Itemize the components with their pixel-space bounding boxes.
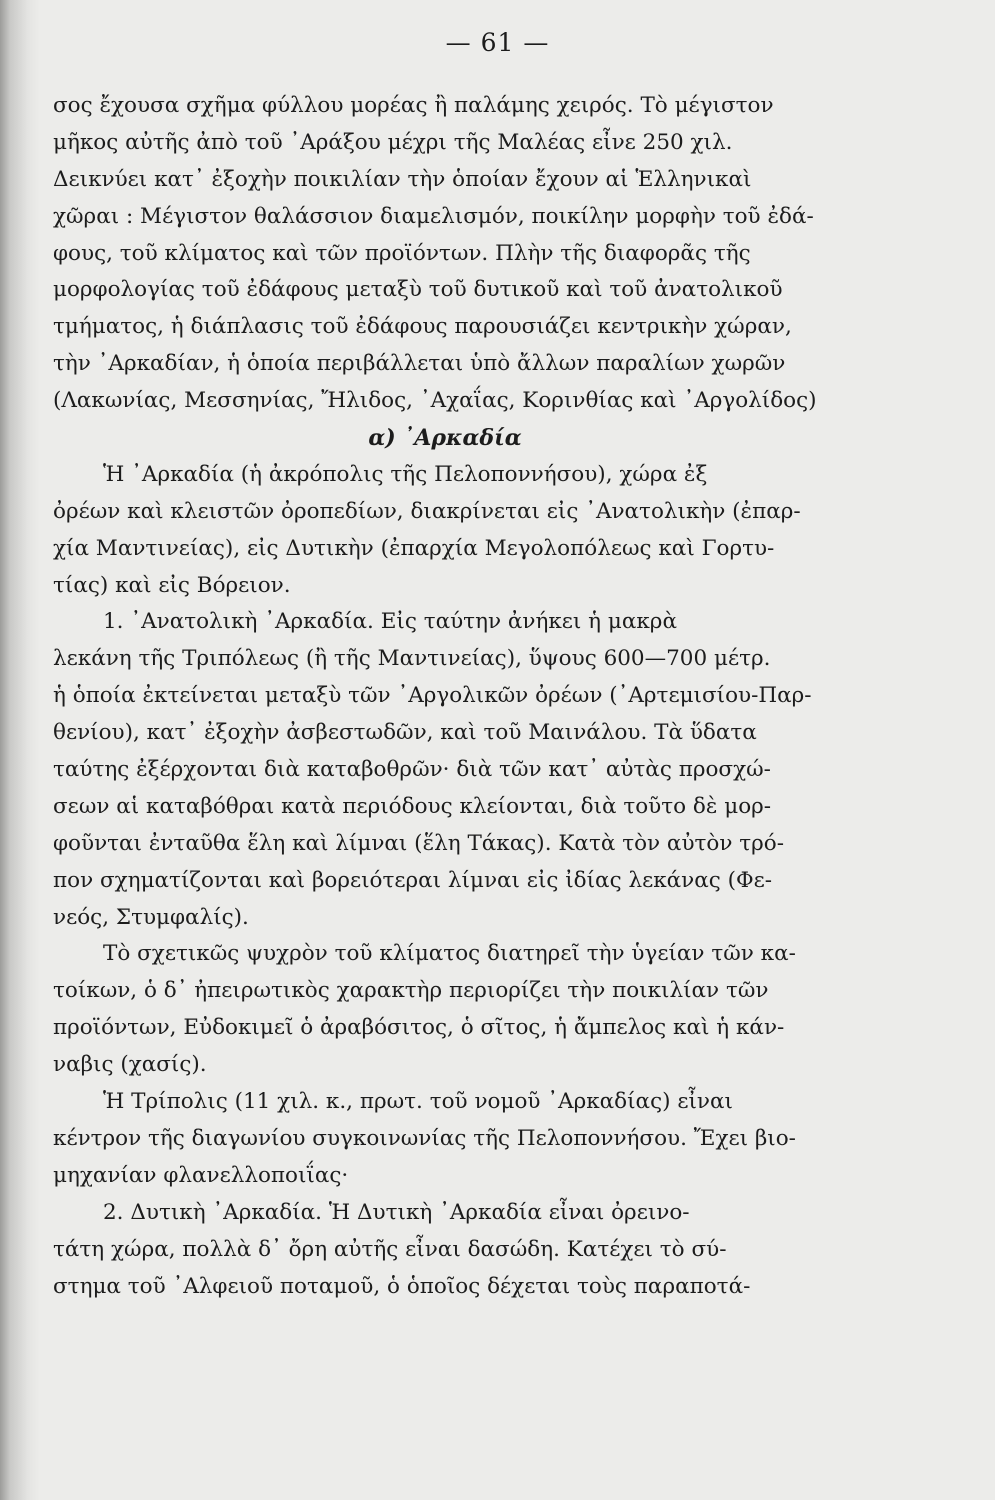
text-line-30: μηχανίαν φλανελλοποιΐας·	[53, 1162, 349, 1188]
text-line-21: φοῦνται ἐνταῦθα ἕλη καὶ λίμναι (ἕλη Τάκας). Κατὰ τὸν αὐτὸν τρό-	[53, 830, 785, 856]
text-line-8: τὴν ᾿Αρκαδίαν, ἡ ὁποία περιβάλλεται ὑπὸ ἄλλων παραλίων χωρῶν	[53, 351, 786, 377]
text-line-4: χῶραι : Μέγιστον θαλάσσιον διαμελισμόν, ποικίλην μορφὴν τοῦ ἐδά-	[53, 203, 814, 229]
page-spine-shadow	[0, 0, 40, 1500]
text-line-28: Ἡ Τρίπολις (11 χιλ. κ., πρωτ. τοῦ νομοῦ ᾿Αρκαδίας) εἶναι	[103, 1089, 733, 1115]
text-line-24: Τὸ σχετικῶς ψυχρὸν τοῦ κλίματος διατηρεῖ τὴν ὑγείαν τῶν κα-	[103, 941, 796, 967]
text-line-3: Δεικνύει κατ᾿ ἐξοχὴν ποικιλίαν τὴν ὁποίαν ἔχουν αἱ Ἑλληνικαὶ	[53, 166, 752, 192]
text-line-23: νεός, Στυμφαλίς).	[53, 904, 249, 930]
text-line-11: Ἡ ᾿Αρκαδία (ἡ ἀκρόπολις τῆς Πελοποννήσου), χώρα ἐξ	[103, 461, 708, 487]
text-line-12: ὀρέων καὶ κλειστῶν ὀροπεδίων, διακρίνεται εἰς ᾿Ανατολικὴν (ἐπαρ-	[53, 498, 801, 524]
text-line-33: στημα τοῦ ᾿Αλφειοῦ ποταμοῦ, ὁ ὁποῖος δέχεται τοὺς παραποτά-	[53, 1273, 751, 1299]
text-line-7: τμήματος, ἡ διάπλασις τοῦ ἐδάφους παρουσιάζει κεντρικὴν χώραν,	[53, 314, 792, 340]
text-line-9: (Λακωνίας, Μεσσηνίας, Ἤλιδος, ᾿Αχαΐας, Κορινθίας καὶ ᾿Αργολίδος)	[53, 388, 817, 414]
text-line-5: φους, τοῦ κλίματος καὶ τῶν προϊόντων. Πλὴν τῆς διαφορᾶς τῆς	[53, 240, 751, 266]
text-line-18: θενίου), κατ᾿ ἐξοχὴν ἀσβεστωδῶν, καὶ τοῦ Μαινάλου. Τὰ ὕδατα	[53, 720, 757, 746]
text-line-22: πον σχηματίζονται καὶ βορειότεραι λίμναι εἰς ἰδίας λεκάνας (Φε-	[53, 867, 773, 893]
text-line-14: τίας) καὶ εἰς Βόρειον.	[53, 572, 291, 598]
text-line-26: προϊόντων, Εὐδοκιμεῖ ὁ ἀραβόσιτος, ὁ σῖτος, ἡ ἄμπελος καὶ ἡ κάν-	[53, 1015, 785, 1041]
text-line-25: τοίκων, ὁ δ᾿ ἠπειρωτικὸς χαρακτὴρ περιορίζει τὴν ποικιλίαν τῶν	[53, 978, 769, 1004]
text-line-19: ταύτης ἐξέρχονται διὰ καταβοθρῶν· διὰ τῶν κατ᾿ αὐτὰς προσχώ-	[53, 757, 771, 783]
page-number: — 61 —	[445, 28, 550, 57]
text-line-2: μῆκος αὐτῆς ἀπὸ τοῦ ᾿Αράξου μέχρι τῆς Μαλέας εἶνε 250 χιλ.	[53, 129, 733, 155]
text-line-20: σεων αἱ καταβόθραι κατὰ περιόδους κλείονται, διὰ τοῦτο δὲ μορ-	[53, 793, 772, 819]
text-line-13: χία Μαντινείας), εἰς Δυτικὴν (ἐπαρχία Μεγολοπόλεως καὶ Γορτυ-	[53, 535, 775, 561]
text-line-1: σος ἔχουσα σχῆμα φύλλου μορέας ἢ παλάμης χειρός. Τὸ μέγιστον	[53, 93, 774, 118]
text-line-16: λεκάνη τῆς Τριπόλεως (ἢ τῆς Μαντινείας), ὕψους 600—700 μέτρ.	[53, 646, 771, 672]
text-line-29: κέντρον τῆς διαγωνίου συγκοινωνίας τῆς Πελοποννήσου. Ἔχει βιο-	[53, 1125, 796, 1151]
text-line-17: ἡ ὁποία ἐκτείνεται μεταξὺ τῶν ᾿Αργολικῶν ὀρέων (᾿Αρτεμισίου-Παρ-	[53, 683, 812, 709]
section-heading: α) ᾿Αρκαδία	[368, 425, 522, 452]
text-line-32: τάτη χώρα, πολλὰ δ᾿ ὄρη αὐτῆς εἶναι δασώδη. Κατέχει τὸ σύ-	[53, 1236, 727, 1262]
text-line-31: 2. Δυτικὴ ᾿Αρκαδία. Ἡ Δυτικὴ ᾿Αρκαδία εἶναι ὀρεινο-	[103, 1199, 690, 1225]
text-line-27: ναβις (χασίς).	[53, 1052, 207, 1078]
text-line-6: μορφολογίας τοῦ ἐδάφους μεταξὺ τοῦ δυτικοῦ καὶ τοῦ ἀνατολικοῦ	[53, 277, 783, 303]
body-text	[53, 88, 837, 1305]
text-line-15: 1. ᾿Ανατολικὴ ᾿Αρκαδία. Εἰς ταύτην ἀνήκει ἡ μακρὰ	[103, 609, 677, 635]
